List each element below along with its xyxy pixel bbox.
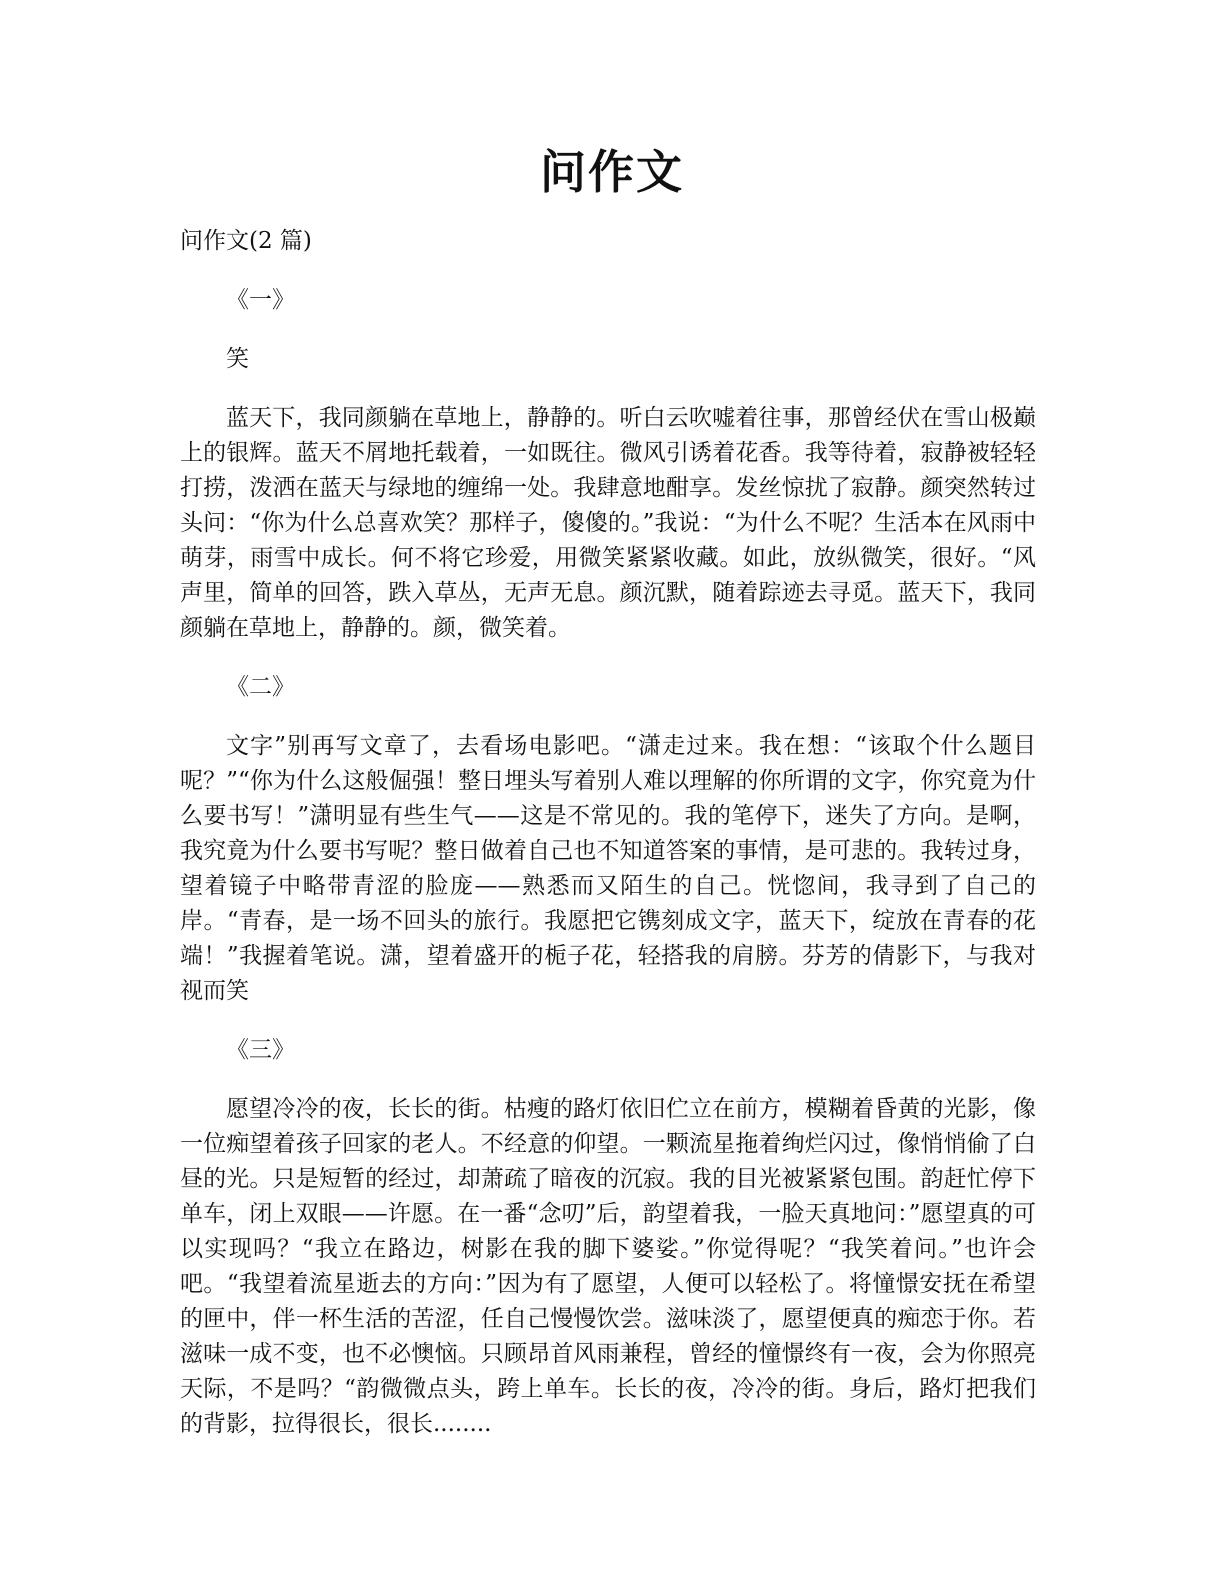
section-label: 《三》 [226,1037,295,1063]
section-body: 愿望冷冷的夜，长长的街。枯瘦的路灯依旧伫立在前方，模糊着昏黄的光影，像一位痴望着孩子回家的老人。不经意的仰望。一颗流星拖着绚烂闪过，像悄悄偷了白昼的光。只是短暂的经过，却萧疏了暗夜的沉寂。我的目光被紧紧包围。韵赶忙停下单车，闭上双眼——许愿。在一番“念叨”后，韵望着我，一脸天真地问：”愿望真的可以实现吗？“我立在路边，树影在我的脚下婆娑。”你觉得呢？“我笑着问。”也许会吧。“我望着流星逝去的方向：”因为有了愿望，人便可以轻松了。将憧憬安抚在希望的匣中，伴一杯生活的苦涩，任自己慢慢饮尝。滋味淡了，愿望便真的痴恋于你。若滋味一成不变，也不必懊恼。只顾昂首风雨兼程，曾经的憧憬终有一夜，会为你照亮天际，不是吗？“韵微微点头，跨上单车。长长的夜，冷冷的街。身后，路灯把我们的背影，拉得很长，很长........ [180,1096,1036,1437]
document-title: 问作文 [540,145,684,199]
document-content [180,224,1036,1466]
section-label: 《二》 [226,674,295,700]
document-subtitle: 问作文(2 篇) [180,228,312,254]
section-label: 《一》 [226,287,295,313]
section-body: 蓝天下，我同颜躺在草地上，静静的。听白云吹嘘着往事，那曾经伏在雪山极巅上的银辉。蓝天不屑地托载着，一如既往。微风引诱着花香。我等待着，寂静被轻轻打捞，泼洒在蓝天与绿地的缠绵一处。我肆意地酣享。发丝惊扰了寂静。颜突然转过头问：“你为什么总喜欢笑？那样子，傻傻的。”我说：“为什么不呢？生活本在风雨中萌芽，雨雪中成长。何不将它珍爱，用微笑紧紧收藏。如此，放纵微笑，很好。“风声里，简单的回答，跌入草丛，无声无息。颜沉默，随着踪迹去寻觅。蓝天下，我同颜躺在草地上，静静的。颜，微笑着。 [180,405,1036,641]
section-body: 文字”别再写文章了，去看场电影吧。“潇走过来。我在想：“该取个什么题目呢？”“你为什么这般倔强！整日埋头写着别人难以理解的你所谓的文字，你究竟为什么要书写！”潇明显有些生气——这是不常见的。我的笔停下，迷失了方向。是啊，我究竟为什么要书写呢？整日做着自己也不知道答案的事情，是可悲的。我转过身，望着镜子中略带青涩的脸庞——熟悉而又陌生的自己。恍惚间，我寻到了自己的岸。“青春，是一场不回头的旅行。我愿把它镌刻成文字，蓝天下，绽放在青春的花端！”我握着笔说。潇，望着盛开的栀子花，轻搭我的肩膀。芬芳的倩影下，与我对视而笑 [180,733,1036,1004]
section-heading: 笑 [226,346,249,372]
